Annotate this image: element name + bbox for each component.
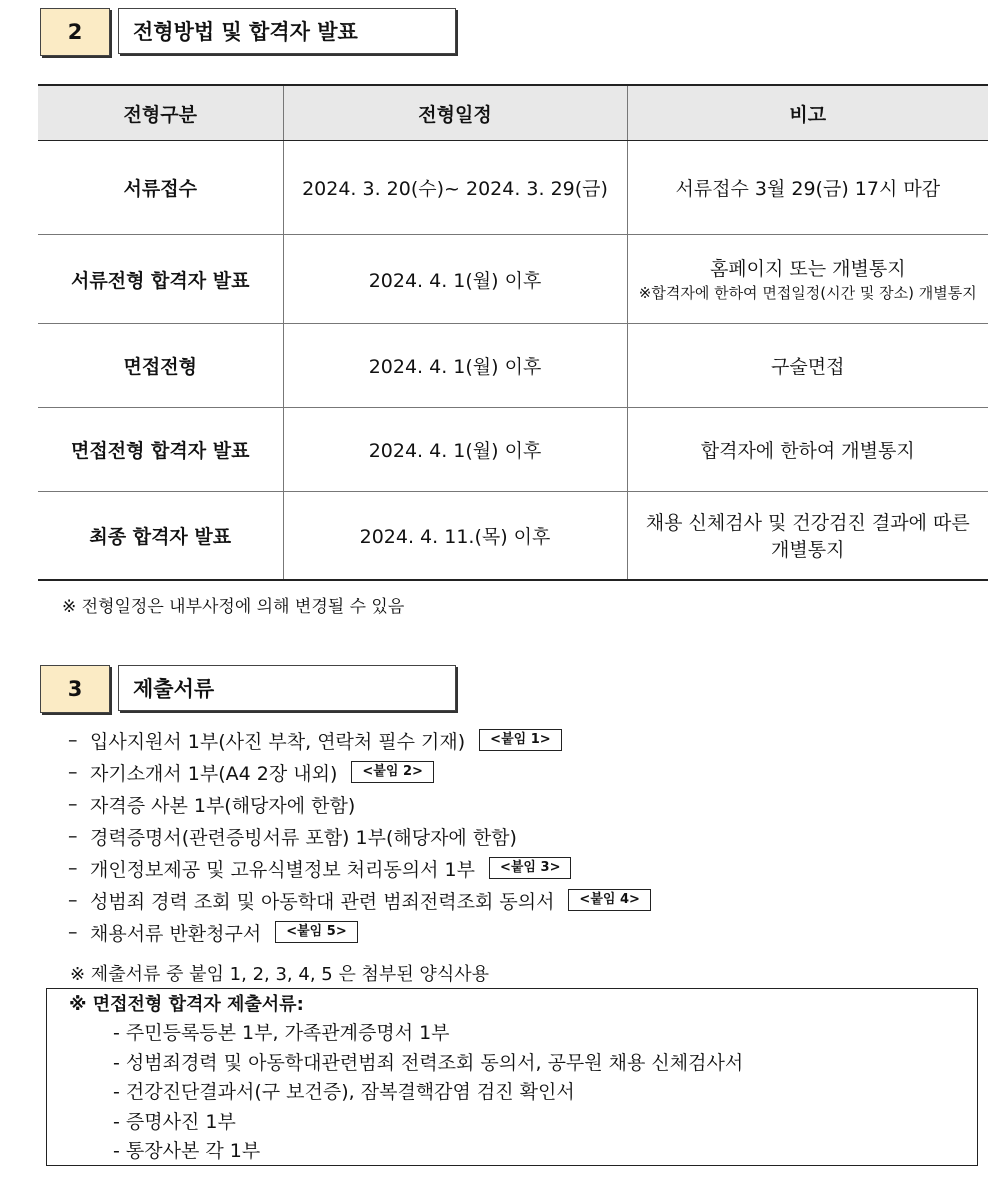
attachment-tag: <붙임 4>: [568, 889, 650, 911]
list-dash: –: [68, 889, 78, 911]
row-schedule: 2024. 4. 11.(목) 이후: [283, 492, 627, 580]
attachment-tag: <붙임 3>: [489, 857, 571, 879]
header-note: 비고: [627, 85, 988, 141]
list-item: [68, 884, 968, 916]
list-item-text: 경력증명서(관련증빙서류 포함) 1부(해당자에 한함): [90, 826, 517, 849]
table-row: [38, 324, 988, 408]
interview-documents-box: [46, 988, 978, 1166]
row-schedule: 2024. 4. 1(월) 이후: [283, 235, 627, 324]
row-category: 면접전형 합격자 발표: [38, 408, 283, 492]
document-list: [68, 724, 968, 948]
list-dash: –: [68, 921, 78, 943]
list-dash: –: [68, 857, 78, 879]
section-3-number: 3: [40, 665, 110, 713]
box-item: - 통장사본 각 1부: [113, 1140, 261, 1162]
row-note: 구술면접: [627, 324, 988, 408]
header-category: 전형구분: [38, 85, 283, 141]
box-item: - 증명사진 1부: [113, 1110, 236, 1133]
list-dash: –: [68, 729, 78, 751]
table-row: [38, 235, 988, 324]
schedule-footnote: ※ 전형일정은 내부사정에 의해 변경될 수 있음: [62, 597, 405, 617]
box-item: - 성범죄경력 및 아동학대관련범죄 전력조회 동의서, 공무원 채용 신체검사서: [113, 1051, 744, 1074]
document-note: ※ 제출서류 중 붙임 1, 2, 3, 4, 5 은 첨부된 양식사용: [70, 964, 489, 985]
row-category: 서류접수: [38, 141, 283, 235]
row-category: 최종 합격자 발표: [38, 492, 283, 580]
row-note: 합격자에 한하여 개별통지: [627, 408, 988, 492]
box-item: - 건강진단결과서(구 보건증), 잠복결핵감염 검진 확인서: [113, 1081, 575, 1103]
list-dash: –: [68, 761, 78, 783]
list-item-text: 개인정보제공 및 고유식별정보 처리동의서 1부: [90, 858, 475, 881]
list-dash: –: [68, 793, 78, 815]
list-item: [68, 820, 968, 852]
attachment-tag: <붙임 1>: [479, 729, 561, 751]
table-row: [38, 492, 988, 580]
section-2-number: 2: [40, 8, 110, 56]
table-row: [38, 141, 988, 235]
row-note-sub: ※합격자에 한하여 면접일정(시간 및 장소) 개별통지: [638, 283, 977, 302]
list-item: [68, 916, 968, 948]
section-2-title: 전형방법 및 합격자 발표: [118, 8, 456, 54]
row-schedule: 2024. 4. 1(월) 이후: [283, 324, 627, 408]
list-item-text: 성범죄 경력 조회 및 아동학대 관련 범죄전력조회 동의서: [90, 890, 555, 913]
row-note-cell: [627, 235, 988, 324]
list-dash: –: [68, 825, 78, 847]
list-item: [68, 756, 968, 788]
row-schedule: 2024. 4. 1(월) 이후: [283, 408, 627, 492]
schedule-table: [38, 84, 988, 581]
list-item: [68, 724, 968, 756]
list-item-text: 입사지원서 1부(사진 부착, 연락처 필수 기재): [90, 730, 466, 753]
table-header-row: [38, 85, 988, 141]
section-3-title: 제출서류: [118, 665, 456, 711]
box-item: - 주민등록등본 1부, 가족관계증명서 1부: [113, 1022, 450, 1044]
list-item-text: 채용서류 반환청구서: [90, 922, 262, 945]
row-category: 서류전형 합격자 발표: [38, 235, 283, 324]
box-title: ※ 면접전형 합격자 제출서류:: [69, 994, 304, 1015]
header-schedule: 전형일정: [283, 85, 627, 141]
row-category: 면접전형: [38, 324, 283, 408]
list-item-text: 자격증 사본 1부(해당자에 한함): [90, 794, 356, 817]
attachment-tag: <붙임 2>: [351, 761, 433, 783]
list-item: [68, 852, 968, 884]
row-note: 홈페이지 또는 개별통지: [709, 257, 906, 280]
table-row: [38, 408, 988, 492]
row-note: 서류접수 3월 29(금) 17시 마감: [627, 141, 988, 235]
row-schedule: 2024. 3. 20(수)~ 2024. 3. 29(금): [283, 141, 627, 235]
list-item-text: 자기소개서 1부(A4 2장 내외): [90, 762, 338, 785]
attachment-tag: <붙임 5>: [275, 921, 357, 943]
row-note: 채용 신체검사 및 건강검진 결과에 따른 개별통지: [627, 492, 988, 580]
list-item: [68, 788, 968, 820]
